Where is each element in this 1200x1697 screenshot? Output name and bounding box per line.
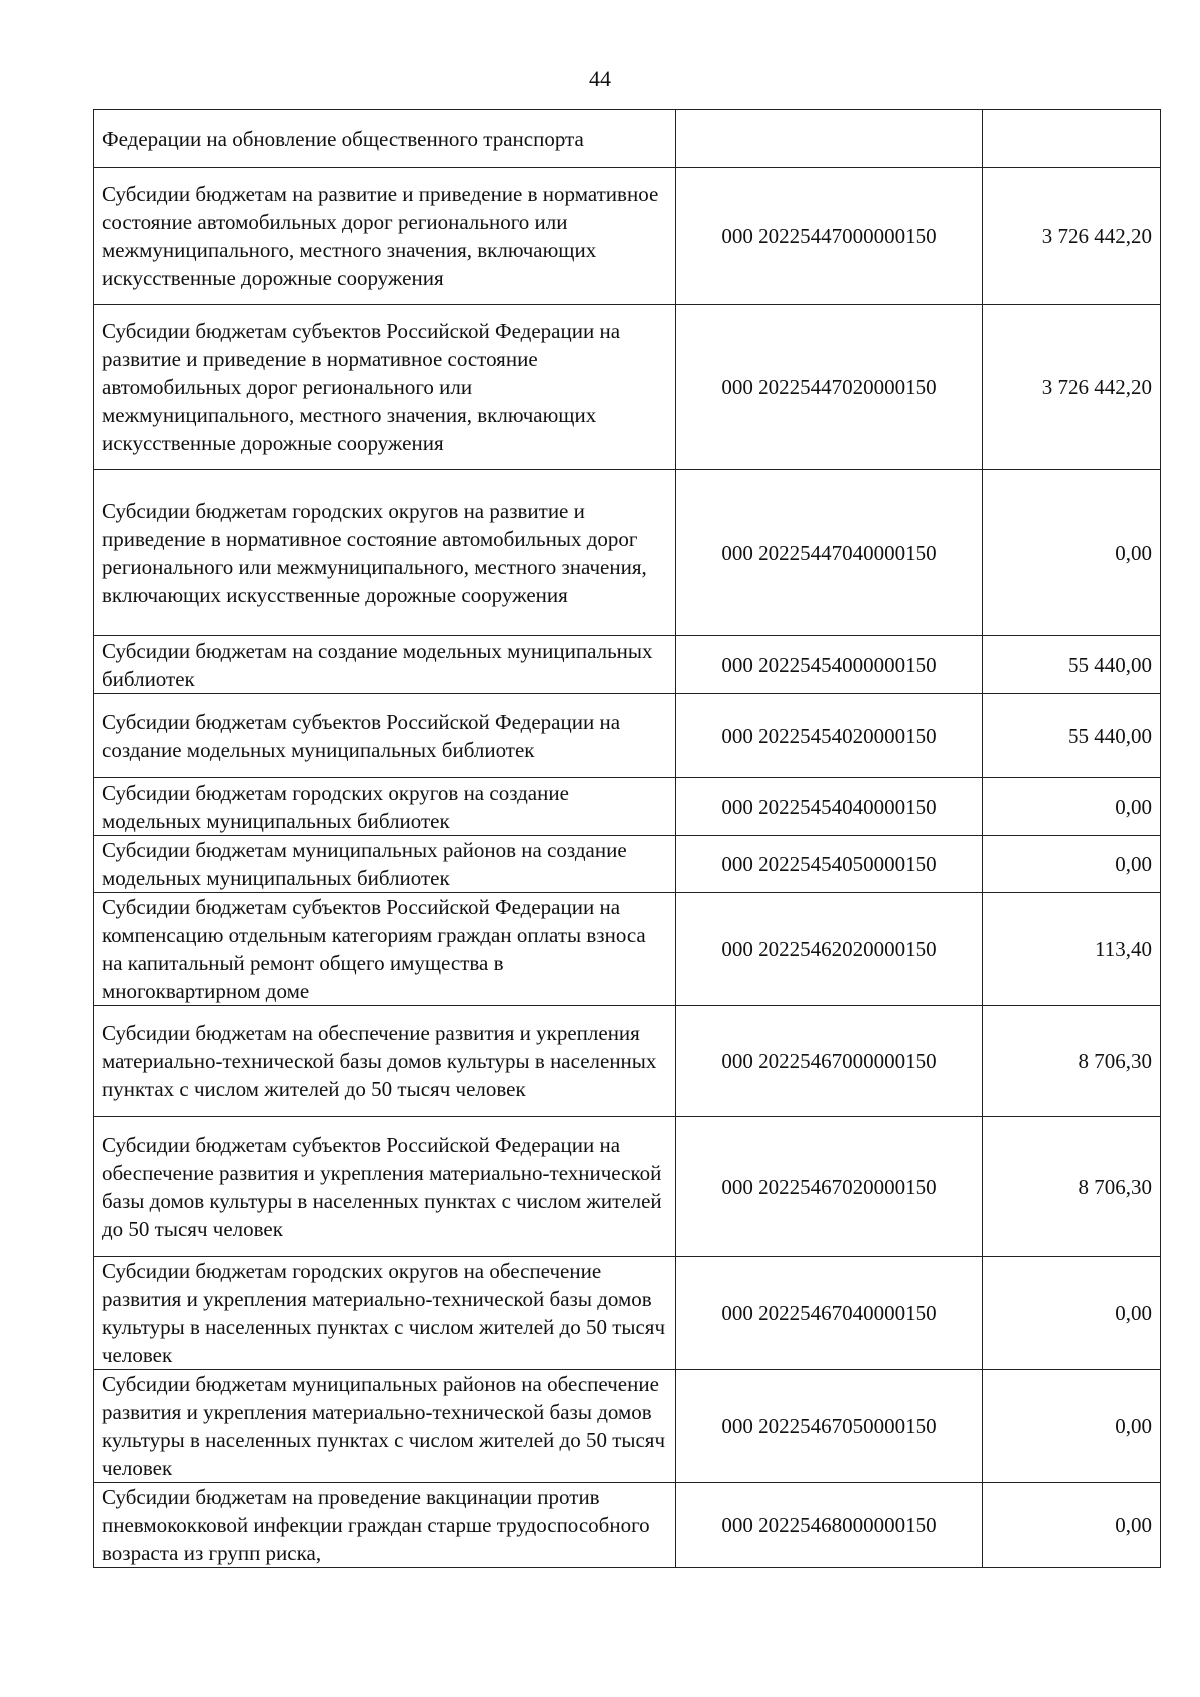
row-name: Субсидии бюджетам муниципальных районов на создание модельных муниципальных библиотек xyxy=(94,836,676,893)
row-amount: 0,00 xyxy=(983,1483,1161,1568)
row-name: Субсидии бюджетам субъектов Российской Федерации на обеспечение развития и укрепления материально-технической базы домов культуры в населенных пунктах с числом жителей до 50 тысяч человек xyxy=(94,1117,676,1257)
row-code: 000 20225447000000150 xyxy=(676,168,983,305)
table-row xyxy=(94,836,1161,893)
row-code: 000 20225454000000150 xyxy=(676,636,983,694)
row-name: Субсидии бюджетам субъектов Российской Федерации на развитие и приведение в нормативное состояние автомобильных дорог регионального или межмуниципального, местного значения, включающих искусственные дорожные сооружения xyxy=(94,305,676,470)
table-row xyxy=(94,1370,1161,1483)
row-code: 000 20225467020000150 xyxy=(676,1117,983,1257)
table-row xyxy=(94,1006,1161,1117)
row-code xyxy=(676,110,983,168)
row-code: 000 20225467000000150 xyxy=(676,1006,983,1117)
row-amount: 0,00 xyxy=(983,1257,1161,1370)
row-amount: 0,00 xyxy=(983,470,1161,636)
row-amount: 0,00 xyxy=(983,778,1161,836)
row-name: Субсидии бюджетам муниципальных районов на обеспечение развития и укрепления материально-технической базы домов культуры в населенных пунктах с числом жителей до 50 тысяч человек xyxy=(94,1370,676,1483)
row-name: Субсидии бюджетам городских округов на развитие и приведение в нормативное состояние автомобильных дорог регионального или межмуниципального, местного значения, включающих искусственные дорожные сооружения xyxy=(94,470,676,636)
row-code: 000 20225447020000150 xyxy=(676,305,983,470)
budget-revenue-table xyxy=(93,109,1161,1568)
row-code: 000 20225447040000150 xyxy=(676,470,983,636)
row-name: Субсидии бюджетам на обеспечение развития и укрепления материально-технической базы домов культуры в населенных пунктах с числом жителей до 50 тысяч человек xyxy=(94,1006,676,1117)
row-name: Субсидии бюджетам на развитие и приведение в нормативное состояние автомобильных дорог регионального или межмуниципального, местного значения, включающих искусственные дорожные сооружения xyxy=(94,168,676,305)
table-row xyxy=(94,305,1161,470)
row-name: Субсидии бюджетам на проведение вакцинации против пневмококковой инфекции граждан старше трудоспособного возраста из групп риска, xyxy=(94,1483,676,1568)
row-amount: 55 440,00 xyxy=(983,694,1161,778)
table-row xyxy=(94,893,1161,1006)
row-amount: 3 726 442,20 xyxy=(983,168,1161,305)
table-row xyxy=(94,636,1161,694)
row-amount: 0,00 xyxy=(983,1370,1161,1483)
table-row xyxy=(94,1257,1161,1370)
row-code: 000 20225467040000150 xyxy=(676,1257,983,1370)
row-name: Субсидии бюджетам на создание модельных муниципальных библиотек xyxy=(94,636,676,694)
table-row xyxy=(94,694,1161,778)
row-name: Субсидии бюджетам субъектов Российской Федерации на создание модельных муниципальных библиотек xyxy=(94,694,676,778)
table-row xyxy=(94,778,1161,836)
row-code: 000 20225454040000150 xyxy=(676,778,983,836)
table-row xyxy=(94,1483,1161,1568)
row-code: 000 20225454050000150 xyxy=(676,836,983,893)
table-row xyxy=(94,110,1161,168)
row-code: 000 20225467050000150 xyxy=(676,1370,983,1483)
table-row xyxy=(94,1117,1161,1257)
row-amount: 55 440,00 xyxy=(983,636,1161,694)
row-name: Субсидии бюджетам городских округов на создание модельных муниципальных библиотек xyxy=(94,778,676,836)
row-code: 000 20225454020000150 xyxy=(676,694,983,778)
row-amount: 8 706,30 xyxy=(983,1006,1161,1117)
row-amount xyxy=(983,110,1161,168)
table-row xyxy=(94,168,1161,305)
row-name: Субсидии бюджетам городских округов на обеспечение развития и укрепления материально-технической базы домов культуры в населенных пунктах с числом жителей до 50 тысяч человек xyxy=(94,1257,676,1370)
row-code: 000 20225468000000150 xyxy=(676,1483,983,1568)
page-number: 44 xyxy=(589,66,611,91)
row-amount: 0,00 xyxy=(983,836,1161,893)
row-amount: 8 706,30 xyxy=(983,1117,1161,1257)
row-amount: 113,40 xyxy=(983,893,1161,1006)
row-code: 000 20225462020000150 xyxy=(676,893,983,1006)
row-amount: 3 726 442,20 xyxy=(983,305,1161,470)
row-name: Федерации на обновление общественного транспорта xyxy=(94,110,676,168)
table-row xyxy=(94,470,1161,636)
row-name: Субсидии бюджетам субъектов Российской Федерации на компенсацию отдельным категориям граждан оплаты взноса на капитальный ремонт общего имущества в многоквартирном доме xyxy=(94,893,676,1006)
